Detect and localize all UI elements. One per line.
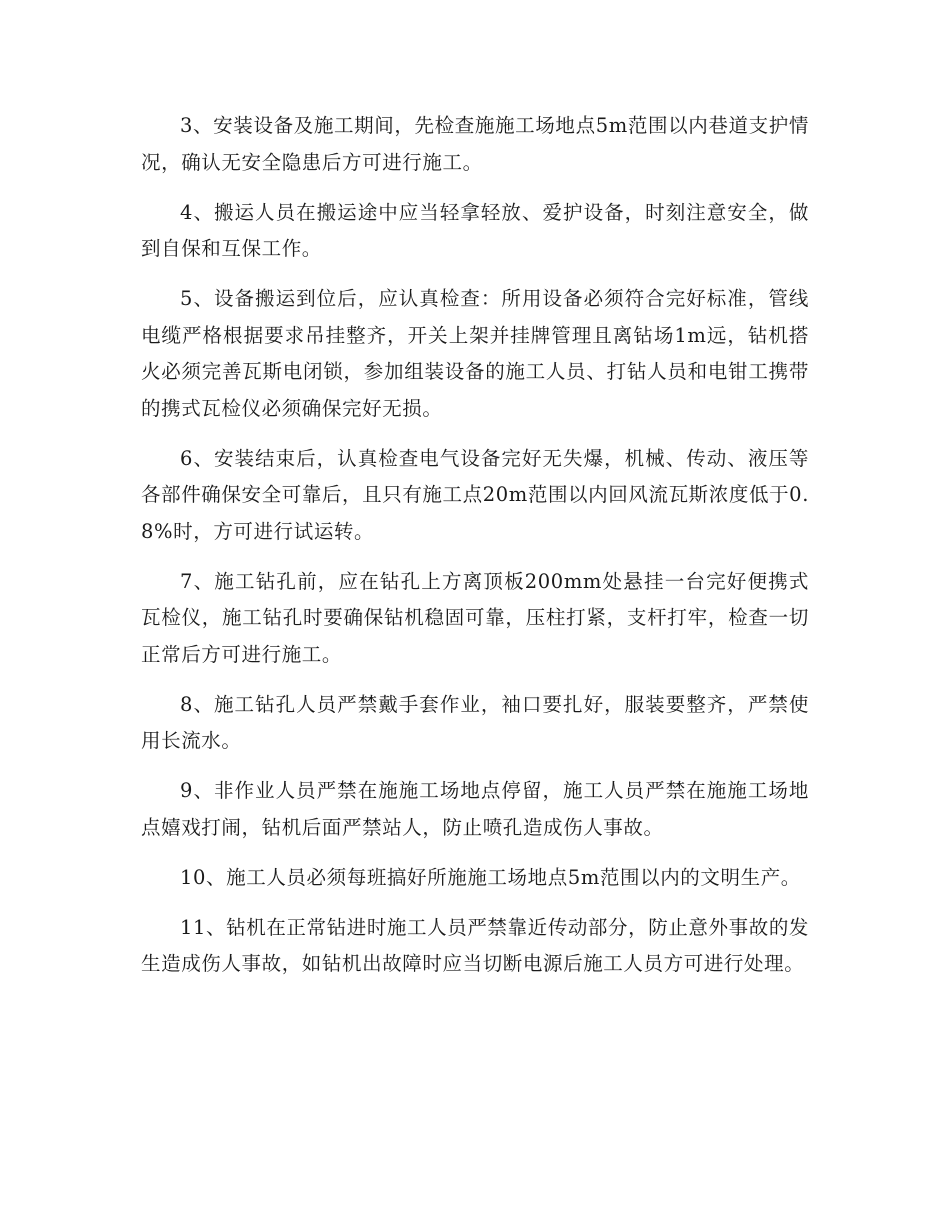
paragraph-item-9: 9、非作业人员严禁在施施工场地点停留，施工人员严禁在施施工场地点嬉戏打闹，钻机后面严禁站人，防止喷孔造成伤人事故。 xyxy=(141,779,809,839)
paragraph-item-6: 6、安装结束后，认真检查电气设备完好无失爆，机械、传动、液压等各部件确保安全可靠后，且只有施工点20m范围以内回风流瓦斯浓度低于0.8%时，方可进行试运转。 xyxy=(141,446,809,543)
paragraph-item-11: 11、钻机在正常钻进时施工人员严禁靠近传动部分，防止意外事故的发生造成伤人事故，如钻机出故障时应当切断电源后施工人员方可进行处理。 xyxy=(141,915,810,975)
paragraph-item-5: 5、设备搬运到位后，应认真检查：所用设备必须符合完好标准，管线电缆严格根据要求吊挂整齐，开关上架并挂牌管理且离钻场1m远，钻机搭火必须完善瓦斯电闭锁，参加组装设备的施工人员、打钻人员和电钳工携带的携式瓦检仪必须确保完好无损。 xyxy=(141,287,809,420)
paragraph-item-4: 4、搬运人员在搬运途中应当轻拿轻放、爱护设备，时刻注意安全，做到自保和互保工作。 xyxy=(141,200,809,260)
paragraph-item-3: 3、安装设备及施工期间，先检查施施工场地点5m范围以内巷道支护情况，确认无安全隐患后方可进行施工。 xyxy=(141,114,809,174)
document-body xyxy=(141,108,809,996)
paragraph-item-8: 8、施工钻孔人员严禁戴手套作业，袖口要扎好，服装要整齐，严禁使用长流水。 xyxy=(141,692,809,752)
paragraph-item-10: 10、施工人员必须每班搞好所施施工场地点5m范围以内的文明生产。 xyxy=(180,865,801,889)
paragraph-item-7: 7、施工钻孔前，应在钻孔上方离顶板200mm处悬挂一台完好便携式瓦检仪，施工钻孔时要确保钻机稳固可靠，压柱打紧，支杆打牢，检查一切正常后方可进行施工。 xyxy=(141,569,809,666)
